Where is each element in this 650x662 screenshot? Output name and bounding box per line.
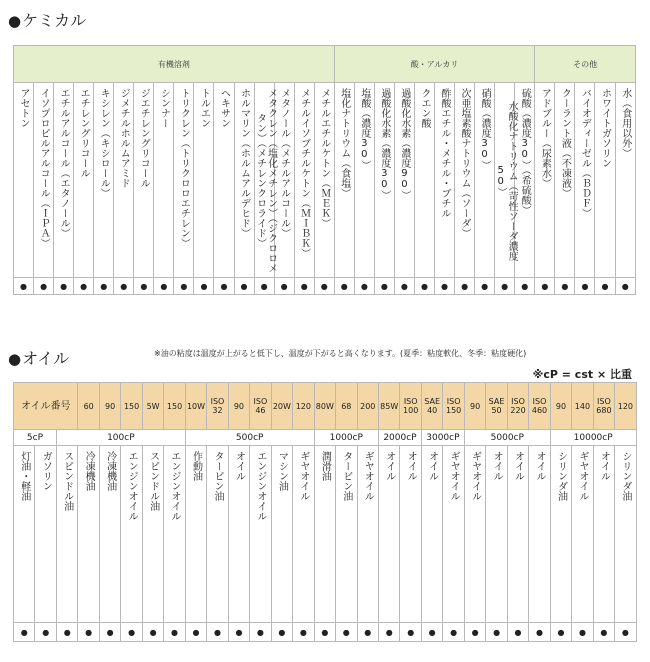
compatibility-mark: ● [35, 623, 56, 642]
oil-use-cell [99, 446, 120, 623]
oil-use: シリンダ油 [555, 451, 567, 501]
chemical-column [314, 83, 334, 278]
viscosity-group: 10000cP [550, 430, 636, 446]
oil-use-cell [207, 446, 228, 623]
oil-number-cell: 85W [378, 383, 399, 430]
oil-number-cell: ISO 460 [529, 383, 550, 430]
oil-use: オイル [383, 451, 395, 481]
oil-use-cell [421, 446, 442, 623]
compatibility-mark: ● [535, 278, 555, 295]
oil-use: スピンドル油 [61, 451, 73, 511]
group-acid-alkali: 酸・アルカリ [334, 46, 535, 83]
chemical-column [455, 83, 475, 278]
compatibility-mark: ● [174, 278, 194, 295]
oil-number-cell: 140 [572, 383, 593, 430]
oil-use: オイル [598, 451, 610, 481]
oil-number-cell: 90 [550, 383, 571, 430]
oil-number-cell: 80W [314, 383, 335, 430]
oil-use: タービン油 [211, 451, 223, 501]
compatibility-mark: ● [14, 623, 35, 642]
chemical-name: メチルイソブチルケトン（ＭＩＢＫ） [298, 88, 310, 258]
compatibility-mark: ● [486, 623, 507, 642]
viscosity-group: 5000cP [464, 430, 550, 446]
oil-use-cell [593, 446, 614, 623]
viscosity-group: 500cP [185, 430, 314, 446]
chemical-name: ホルマリン（ホルムアルデヒド） [238, 88, 250, 238]
compatibility-mark: ● [515, 278, 535, 295]
oil-use: ギヤオイル [297, 451, 309, 501]
compatibility-mark: ● [164, 623, 185, 642]
chemical-name: 塩酸（濃度30） [358, 88, 370, 170]
compatibility-mark: ● [354, 278, 374, 295]
compatibility-mark: ● [14, 278, 34, 295]
chemical-name: トリクレン（トリクロロエチレン） [178, 88, 190, 248]
oil-number-cell: 20W [271, 383, 292, 430]
oil-use: マシン油 [276, 451, 288, 491]
chemical-column [74, 83, 94, 278]
oil-use: ギヤオイル [362, 451, 374, 501]
compatibility-mark: ● [529, 623, 550, 642]
compatibility-mark: ● [434, 278, 454, 295]
oil-number-cell: 120 [293, 383, 314, 430]
oil-use: オイル [491, 451, 503, 481]
oil-number-cell: SAE 40 [421, 383, 442, 430]
oil-use: ギヤオイル [576, 451, 588, 501]
oil-use: エンジンオイル [169, 451, 181, 521]
compatibility-mark: ● [185, 623, 206, 642]
chemical-name: バイオディーゼル（ＢＤＦ） [579, 88, 591, 218]
chemical-column [495, 83, 518, 278]
chemical-name: シンナー [158, 88, 170, 128]
oil-number-cell: 90 [464, 383, 485, 430]
compatibility-mark: ● [555, 278, 575, 295]
chemical-name: クエン酸 [418, 88, 430, 128]
chemical-column [354, 83, 374, 278]
oil-use-cell [357, 446, 378, 623]
cp-formula: ※cP = cst × 比重 [532, 368, 632, 381]
chemical-name: トルエン [198, 88, 210, 128]
chemical-column [414, 83, 434, 278]
compatibility-mark: ● [595, 278, 615, 295]
compatibility-mark: ● [94, 278, 114, 295]
chemical-name: 過酸化水素（濃度30） [378, 88, 390, 200]
compatibility-mark: ● [374, 278, 394, 295]
chemical-name: アセトン [18, 88, 30, 128]
chemical-name: 硝酸（濃度30） [479, 88, 491, 170]
oil-use: エンジンオイル [254, 451, 266, 521]
oil-use-cell [550, 446, 571, 623]
chemical-column [214, 83, 234, 278]
chemical-name: イソプロピルアルコール（ＩＰＡ） [38, 88, 50, 248]
compatibility-mark: ● [234, 278, 254, 295]
compatibility-mark: ● [400, 623, 421, 642]
chemical-name: アドブルー（尿素水） [539, 88, 551, 188]
oil-use: オイル [426, 451, 438, 481]
oil-use: エンジンオイル [126, 451, 138, 521]
chemical-name: エチルアルコール（エタノール） [58, 88, 70, 238]
compatibility-mark: ● [414, 278, 434, 295]
oil-number-cell: ISO 150 [443, 383, 464, 430]
chemical-column [575, 83, 595, 278]
chemical-name: 硫酸（濃度30）（希硫酸） [519, 88, 531, 215]
oil-number-cell: 150 [164, 383, 185, 430]
oil-number-cell: 150 [121, 383, 142, 430]
oil-number-cell: ISO 100 [400, 383, 421, 430]
compatibility-mark: ● [572, 623, 593, 642]
chemical-section-title: ●ケミカル [8, 11, 87, 30]
oil-number-cell: 10W [185, 383, 206, 430]
oil-use-cell [164, 446, 185, 623]
viscosity-group: 100cP [56, 430, 185, 446]
chemical-column [334, 83, 354, 278]
compatibility-mark: ● [475, 278, 495, 295]
oil-number-cell: ISO 680 [593, 383, 614, 430]
oil-use-cell [293, 446, 314, 623]
oil-use: 作動油 [190, 451, 202, 481]
compatibility-mark: ● [54, 278, 74, 295]
compatibility-mark: ● [274, 278, 294, 295]
oil-use-cell [378, 446, 399, 623]
compatibility-mark: ● [56, 623, 77, 642]
oil-use: タービン油 [340, 451, 352, 501]
chemical-column [294, 83, 314, 278]
group-organic-solvents: 有機溶剤 [14, 46, 335, 83]
chemical-column [234, 83, 254, 278]
oil-use-cell [529, 446, 550, 623]
chemical-name: キシレン（キシロール） [98, 88, 110, 198]
chemical-column [615, 83, 636, 278]
compatibility-mark: ● [575, 278, 595, 295]
oil-number-header: オイル番号 [14, 383, 78, 430]
oil-number-cell: 68 [336, 383, 357, 430]
oil-number-cell: SAE 50 [486, 383, 507, 430]
oil-number-cell: 5W [142, 383, 163, 430]
compatibility-mark: ● [550, 623, 571, 642]
oil-use: シリンダ油 [619, 451, 631, 501]
oil-table [13, 382, 637, 642]
oil-use: 冷凍機油 [104, 451, 116, 491]
compatibility-mark: ● [615, 278, 636, 295]
oil-use-cell [271, 446, 292, 623]
oil-use-cell [14, 446, 35, 623]
chemical-name: 過酸化水素（濃度90） [398, 88, 410, 200]
compatibility-mark: ● [394, 278, 414, 295]
chemical-column [535, 83, 555, 278]
compatibility-mark: ● [250, 623, 271, 642]
viscosity-group: 1000cP [314, 430, 378, 446]
chemical-name: ジエチレングリコール [138, 88, 150, 188]
compatibility-mark: ● [74, 278, 94, 295]
compatibility-mark: ● [421, 623, 442, 642]
compatibility-mark: ● [378, 623, 399, 642]
compatibility-mark: ● [615, 623, 636, 642]
chemical-column [434, 83, 454, 278]
chemical-column [374, 83, 394, 278]
compatibility-mark: ● [334, 278, 354, 295]
chemical-name: ホワイトガソリン [599, 88, 611, 168]
chemical-name: 水（食用以外） [619, 88, 631, 158]
oil-number-cell: ISO 32 [207, 383, 228, 430]
oil-use: オイル [512, 451, 524, 481]
chemical-name: 次亜塩素酸ナトリウム（ソーダ） [459, 88, 471, 238]
chemical-column [475, 83, 495, 278]
chemical-column [274, 83, 294, 278]
chemical-name: クーラント液（不凍液） [559, 88, 571, 198]
oil-use: ギヤオイル [469, 451, 481, 501]
oil-bullet: ● [8, 350, 22, 368]
oil-number-cell: 200 [357, 383, 378, 430]
viscosity-group: 5cP [14, 430, 57, 446]
oil-use-cell [314, 446, 335, 623]
oil-use-cell [443, 446, 464, 623]
viscosity-group: 3000cP [421, 430, 464, 446]
compatibility-mark: ● [99, 623, 120, 642]
oil-use: ギヤオイル [448, 451, 460, 501]
compatibility-mark: ● [154, 278, 174, 295]
chemical-name: 水酸化ナトリウム（苛性ソーダ濃度50） [495, 100, 518, 261]
compatibility-mark: ● [495, 278, 515, 295]
oil-section-title: ●オイル [8, 349, 70, 368]
chemical-column [595, 83, 615, 278]
oil-use: 潤滑油 [319, 451, 331, 481]
oil-number-cell: 90 [228, 383, 249, 430]
compatibility-mark: ● [121, 623, 142, 642]
compatibility-mark: ● [314, 278, 334, 295]
compatibility-mark: ● [207, 623, 228, 642]
viscosity-note: ※油の粘度は温度が上がると低下し、温度が下がると高くなります。(夏季：粘度軟化、冬季：粘度硬化) [154, 349, 527, 358]
oil-use: 灯油・軽油 [18, 451, 30, 501]
compatibility-mark: ● [271, 623, 292, 642]
chemical-name: ヘキサン [218, 88, 230, 128]
chemical-name: エチレングリコール [78, 88, 90, 178]
oil-use-cell [615, 446, 636, 623]
compatibility-mark: ● [443, 623, 464, 642]
oil-number-cell: 120 [615, 383, 636, 430]
oil-use-cell [185, 446, 206, 623]
oil-use-cell [35, 446, 56, 623]
compatibility-mark: ● [314, 623, 335, 642]
compatibility-mark: ● [194, 278, 214, 295]
chemical-column [555, 83, 575, 278]
chemical-column [154, 83, 174, 278]
compatibility-mark: ● [142, 623, 163, 642]
chemical-table [13, 45, 636, 295]
oil-use: ガソリン [40, 451, 52, 491]
oil-number-cell: ISO 46 [250, 383, 271, 430]
oil-use: オイル [405, 451, 417, 481]
oil-use: オイル [534, 451, 545, 481]
compatibility-mark: ● [134, 278, 154, 295]
compatibility-mark: ● [114, 278, 134, 295]
compatibility-mark: ● [294, 278, 314, 295]
chemical-column [194, 83, 214, 278]
chemical-column [174, 83, 194, 278]
oil-use-cell [572, 446, 593, 623]
chemical-column [254, 83, 277, 278]
oil-use-cell [78, 446, 99, 623]
chemical-column [515, 83, 535, 278]
oil-use-cell [121, 446, 142, 623]
oil-use-cell [228, 446, 249, 623]
oil-use-cell [56, 446, 77, 623]
oil-use-cell [336, 446, 357, 623]
oil-use-cell [250, 446, 271, 623]
compatibility-mark: ● [507, 623, 528, 642]
oil-number-cell: 60 [78, 383, 99, 430]
oil-use-cell [486, 446, 507, 623]
group-other: その他 [535, 46, 636, 83]
compatibility-mark: ● [293, 623, 314, 642]
compatibility-mark: ● [228, 623, 249, 642]
oil-use: オイル [233, 451, 245, 481]
chemical-name: 酢酸エチル・メチル・ブチル [439, 88, 450, 218]
chemical-name: メタノール（メチルアルコール） [278, 88, 290, 238]
chemical-column [394, 83, 414, 278]
compatibility-mark: ● [254, 278, 274, 295]
oil-use-cell [507, 446, 528, 623]
oil-use-cell [464, 446, 485, 623]
compatibility-mark: ● [593, 623, 614, 642]
oil-use-cell [400, 446, 421, 623]
compatibility-mark: ● [336, 623, 357, 642]
compatibility-mark: ● [357, 623, 378, 642]
chemical-column [94, 83, 114, 278]
compatibility-mark: ● [455, 278, 475, 295]
chemical-column [54, 83, 74, 278]
oil-number-cell: 90 [99, 383, 120, 430]
chemical-name: メタクレン（塩化メチレン）（ジクロロメタン）（メチレンクロライド） [254, 88, 277, 273]
compatibility-mark: ● [34, 278, 54, 295]
oil-use: 冷凍機油 [83, 451, 95, 491]
oil-use: スピンドル油 [147, 451, 159, 511]
chemical-column [114, 83, 134, 278]
compatibility-mark: ● [78, 623, 99, 642]
chemical-column [134, 83, 154, 278]
oil-number-cell: ISO 220 [507, 383, 528, 430]
chemical-column [14, 83, 34, 278]
compatibility-mark: ● [464, 623, 485, 642]
oil-use-cell [142, 446, 163, 623]
chemical-name: 塩化ナトリウム（食塩） [338, 88, 350, 198]
chemical-name: メチルエチルケトン（ＭＥＫ） [318, 88, 330, 228]
chemical-bullet: ● [8, 12, 22, 30]
compatibility-mark: ● [214, 278, 234, 295]
chemical-name: ジメチルホルムアミド [118, 88, 130, 188]
viscosity-group: 2000cP [378, 430, 421, 446]
chemical-column [34, 83, 54, 278]
